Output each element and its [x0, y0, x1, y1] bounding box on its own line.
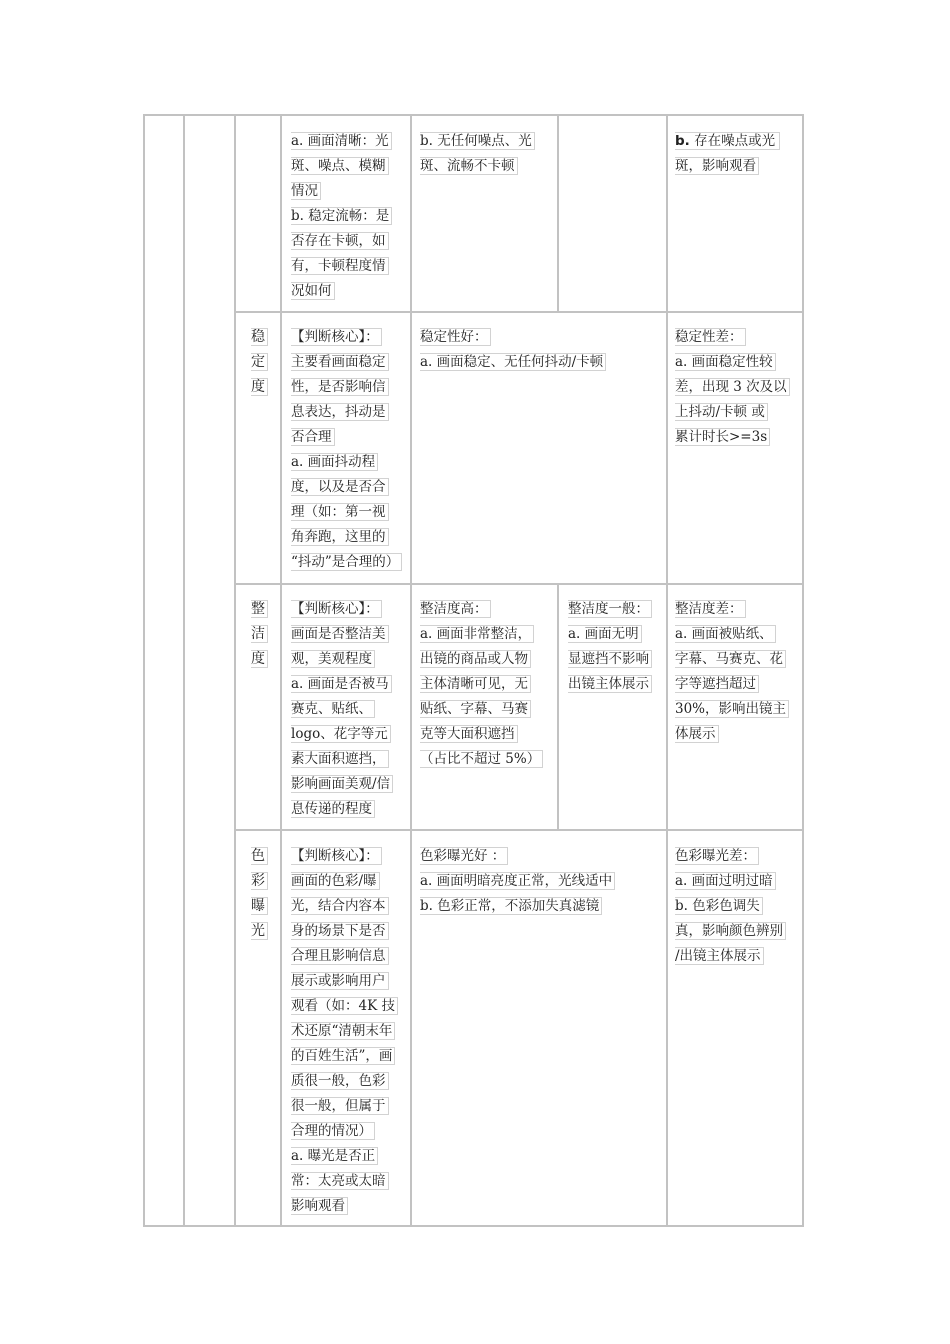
- text-line: 洁: [251, 622, 268, 647]
- row2-good-cell: [420, 325, 606, 375]
- text-line: /出镜主体展示: [675, 944, 786, 969]
- text-line: 展示或影响用户: [291, 969, 398, 994]
- text-line: 术还原“清朝末年: [291, 1019, 398, 1044]
- text-line: 整洁度一般：: [568, 597, 652, 622]
- row2-dimension-label: [251, 325, 268, 400]
- text-line: 赛克、贴纸、: [291, 697, 393, 722]
- text-line: 主要看画面稳定: [291, 350, 402, 375]
- text-line: “抖动”是合理的）: [291, 550, 402, 575]
- text-line: a. 画面清晰：光: [291, 129, 392, 154]
- text-line: a. 曝光是否正: [291, 1144, 398, 1169]
- text-line: a. 画面被贴纸、: [675, 622, 789, 647]
- text-line: a. 画面稳定、无任何抖动/卡顿: [420, 350, 606, 375]
- text-line: 常：太亮或太暗: [291, 1169, 398, 1194]
- text-line: 真，影响颜色辨别: [675, 919, 786, 944]
- text-line: 合理且影响信息: [291, 944, 398, 969]
- text-line: 【判断核心】：: [291, 325, 402, 350]
- row1-criteria-cell: [291, 129, 392, 304]
- text-line: 【判断核心】：: [291, 597, 393, 622]
- text-line: a. 画面无明: [568, 622, 652, 647]
- row3-bad-cell: [675, 597, 789, 747]
- row4-good-cell: [420, 844, 615, 919]
- text-line: 稳: [251, 325, 268, 350]
- text-line: 字等遮挡超过: [675, 672, 789, 697]
- text-line: b. 稳定流畅：是: [291, 204, 392, 229]
- text-line: 克等大面积遮挡: [420, 722, 543, 747]
- text-line: 息表达，抖动是: [291, 400, 402, 425]
- text-line: 累计时长>=3s: [675, 425, 790, 450]
- row-divider: [234, 829, 804, 831]
- text-line: 息传递的程度: [291, 797, 393, 822]
- text-line: logo、花字等元: [291, 722, 393, 747]
- text-line: 观看（如：4K 技: [291, 994, 398, 1019]
- text-line: 观，美观程度: [291, 647, 393, 672]
- table-right-border: [802, 114, 804, 1227]
- text-line: 字幕、马赛克、花: [675, 647, 789, 672]
- text-line: 影响画面美观/信: [291, 772, 393, 797]
- text-line: 否合理: [291, 425, 402, 450]
- row3-criteria-cell: [291, 597, 393, 822]
- text-line: 度: [251, 375, 268, 400]
- column-divider: [183, 114, 185, 1227]
- row3-good-cell: [420, 597, 543, 772]
- text-line: 身的场景下是否: [291, 919, 398, 944]
- text-line: 画面的色彩/曝: [291, 869, 398, 894]
- row2-bad-cell: [675, 325, 790, 450]
- text-line: 出镜的商品或人物: [420, 647, 543, 672]
- text-line: 30%，影响出镜主: [675, 697, 789, 722]
- text-line: 体展示: [675, 722, 789, 747]
- text-line: 角奔跑，这里的: [291, 525, 402, 550]
- text-line: 稳定性好：: [420, 325, 606, 350]
- text-line: 光，结合内容本: [291, 894, 398, 919]
- table-bottom-border: [143, 1225, 804, 1227]
- column-divider: [557, 583, 559, 831]
- text-line: b. 色彩正常，不添加失真滤镜: [420, 894, 615, 919]
- text-line: 光: [251, 919, 268, 944]
- row3-dimension-label: [251, 597, 268, 672]
- column-divider: [410, 114, 412, 1227]
- row-divider: [234, 311, 804, 313]
- text-line: b. 色彩色调失: [675, 894, 786, 919]
- text-line: a. 画面非常整洁，: [420, 622, 543, 647]
- text-line: 斑、流畅不卡顿: [420, 154, 535, 179]
- column-divider: [666, 114, 668, 1227]
- text-line: 色彩曝光好 ：: [420, 844, 615, 869]
- text-line: b. 存在噪点或光: [675, 129, 780, 154]
- text-line: 上抖动/卡顿 或: [675, 400, 790, 425]
- text-line: 差，出现 3 次及以: [675, 375, 790, 400]
- row4-bad-cell: [675, 844, 786, 969]
- text-line: 斑，影响观看: [675, 154, 780, 179]
- text-line: 素大面积遮挡，: [291, 747, 393, 772]
- row4-dimension-label: [251, 844, 268, 944]
- row1-good-cell: [420, 129, 535, 179]
- text-line: 定: [251, 350, 268, 375]
- table-left-border: [143, 114, 145, 1227]
- row3-medium-cell: [568, 597, 652, 697]
- text-line: 合理的情况）: [291, 1119, 398, 1144]
- row2-criteria-cell: [291, 325, 402, 575]
- text-line: 色: [251, 844, 268, 869]
- text-line: 贴纸、字幕、马赛: [420, 697, 543, 722]
- text-line: a. 画面明暗亮度正常，光线适中: [420, 869, 615, 894]
- text-line: 度，以及是否合: [291, 475, 402, 500]
- text-line: 斑、噪点、模糊: [291, 154, 392, 179]
- text-line: 有，卡顿程度情: [291, 254, 392, 279]
- text-line: 况如何: [291, 279, 392, 304]
- text-line: a. 画面是否被马: [291, 672, 393, 697]
- text-line: 整: [251, 597, 268, 622]
- text-line: 质很一般，色彩: [291, 1069, 398, 1094]
- text-line: 的百姓生活”，画: [291, 1044, 398, 1069]
- text-line: 情况: [291, 179, 392, 204]
- text-line: a. 画面稳定性较: [675, 350, 790, 375]
- text-line: 理（如：第一视: [291, 500, 402, 525]
- column-divider: [280, 114, 282, 1227]
- text-line: 主体清晰可见，无: [420, 672, 543, 697]
- text-line: 彩: [251, 869, 268, 894]
- text-line: 色彩曝光差：: [675, 844, 786, 869]
- text-line: 稳定性差：: [675, 325, 790, 350]
- text-line: 画面是否整洁美: [291, 622, 393, 647]
- text-line: 否存在卡顿，如: [291, 229, 392, 254]
- text-line: 显遮挡不影响: [568, 647, 652, 672]
- text-line: 性，是否影响信: [291, 375, 402, 400]
- text-line: 出镜主体展示: [568, 672, 652, 697]
- column-divider: [234, 114, 236, 1227]
- row4-criteria-cell: [291, 844, 398, 1219]
- row1-bad-cell: [675, 129, 780, 179]
- text-line: 【判断核心】：: [291, 844, 398, 869]
- text-line: 度: [251, 647, 268, 672]
- text-line: 影响观看: [291, 1194, 398, 1219]
- text-line: 曝: [251, 894, 268, 919]
- text-line: 很一般，但属于: [291, 1094, 398, 1119]
- text-line: （占比不超过 5%）: [420, 747, 543, 772]
- column-divider: [557, 114, 559, 313]
- table-top-border: [143, 114, 804, 116]
- text-line: 整洁度差：: [675, 597, 789, 622]
- text-line: 整洁度高：: [420, 597, 543, 622]
- row-divider: [234, 583, 804, 585]
- text-line: a. 画面过明过暗: [675, 869, 786, 894]
- text-line: a. 画面抖动程: [291, 450, 402, 475]
- text-line: b. 无任何噪点、光: [420, 129, 535, 154]
